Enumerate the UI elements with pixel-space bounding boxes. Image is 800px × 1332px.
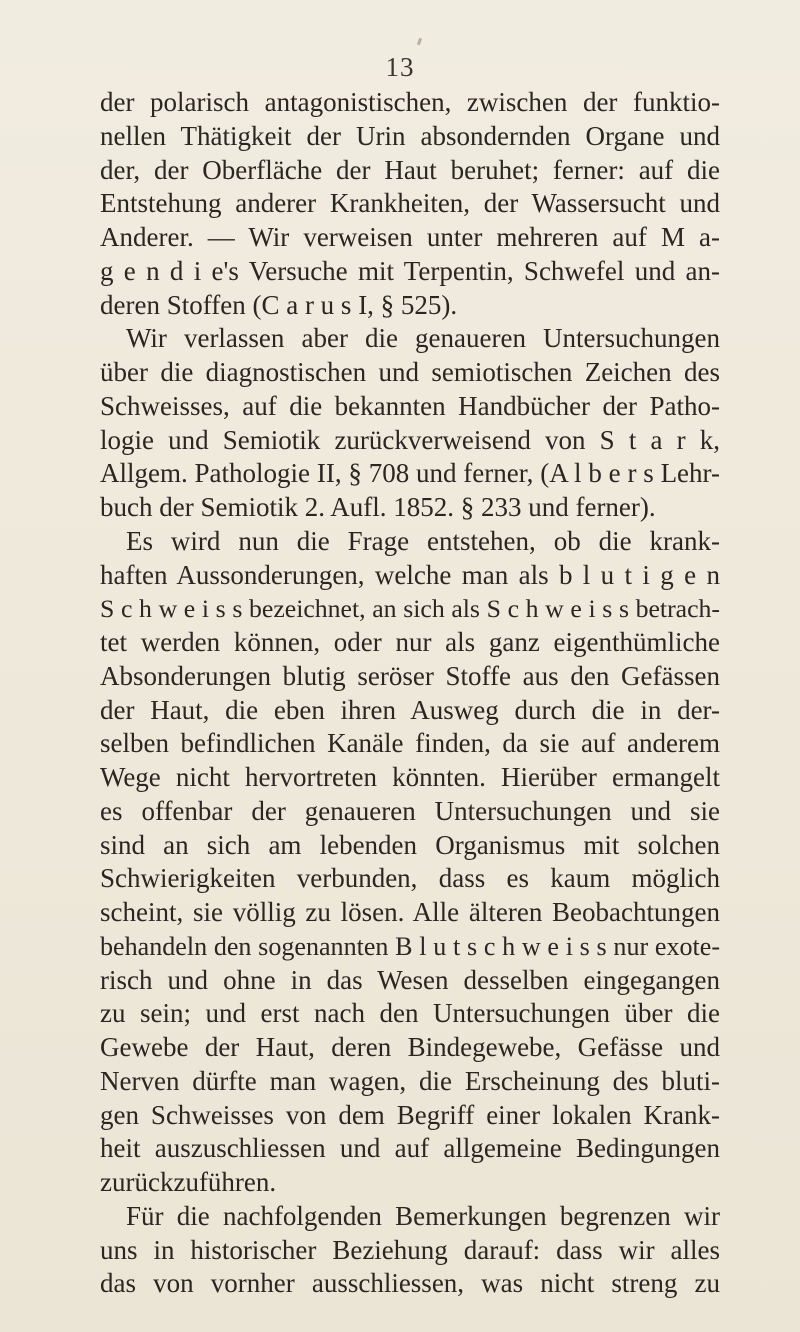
text-line: deren Stoffen (C a r u s I, § 525). (100, 289, 458, 320)
text-line: zurückzuführen. (100, 1167, 277, 1197)
text-line: Wir verlassen aber die genaueren Untersuchungen (126, 323, 720, 354)
text-line: logie und Semiotik zurückverweisend von S t a r k, (100, 424, 720, 455)
text-line: Entstehung anderer Krankheiten, der Wassersucht und (100, 188, 720, 219)
text-line: sind an sich am lebenden Organismus mit solchen (100, 829, 720, 860)
text-line: Gewebe der Haut, deren Bindegewebe, Gefässe und (100, 1032, 720, 1062)
text-line: tet werden können, oder nur als ganz eigenthümliche (100, 627, 720, 657)
text-line: Wege nicht hervortreten könnten. Hierüber ermangelt (100, 762, 720, 792)
text-line: Schwierigkeiten verbunden, dass es kaum möglich (100, 863, 720, 894)
text-line: der Haut, die eben ihren Ausweg durch die in der- (100, 694, 720, 725)
text-line: es offenbar der genaueren Untersuchungen und sie (100, 795, 720, 826)
text-line: Absonderungen blutig seröser Stoffe aus den Gefässen (100, 660, 720, 691)
text-line: Anderer. — Wir verweisen unter mehreren auf M a- (100, 222, 720, 252)
page-number: 13 (385, 52, 415, 82)
text-line: Nerven dürfte man wagen, die Erscheinung des bluti- (100, 1065, 720, 1096)
text-line: der, der Oberfläche der Haut beruhet; ferner: auf die (100, 154, 720, 185)
text-line: selben befindlichen Kanäle finden, da sie auf anderem (100, 728, 720, 759)
text-line: Schweisses, auf die bekannten Handbücher der Patho- (100, 390, 720, 421)
text-line: haften Aussonderungen, welche man als b l u t i g e n (100, 559, 720, 590)
text-line: risch und ohne in das Wesen desselben eingegangen (100, 964, 720, 995)
text-line: nellen Thätigkeit der Urin absondernden Organe und (100, 120, 720, 151)
text-line: buch der Semiotik 2. Aufl. 1852. § 233 und ferner). (100, 492, 656, 522)
text-line: gen Schweisses von dem Begriff einer lokalen Krank- (100, 1099, 720, 1130)
text-line: das von vornher ausschliessen, was nicht streng zu (100, 1268, 720, 1299)
body-text (100, 86, 720, 1301)
text-line: Allgem. Pathologie II, § 708 und ferner, (A l b e r s Lehr- (100, 458, 720, 489)
text-line: uns in historischer Beziehung darauf: dass wir alles (100, 1234, 720, 1265)
text-line: heit auszuschliessen und auf allgemeine Bedingungen (100, 1133, 720, 1164)
text-line: über die diagnostischen und semiotischen Zeichen des (100, 357, 720, 387)
text-line: scheint, sie völlig zu lösen. Alle älteren Beobachtungen (100, 897, 720, 927)
text-line: Für die nachfolgenden Bemerkungen begrenzen wir (126, 1200, 720, 1231)
text-line: behandeln den sogenannten B l u t s c h w e i s s nur exote- (100, 931, 720, 961)
ink-speck (417, 38, 422, 46)
text-line: zu sein; und erst nach den Untersuchungen über die (100, 998, 720, 1029)
text-line: Es wird nun die Frage entstehen, ob die krank- (126, 525, 720, 556)
text-line: der polarisch antagonistischen, zwischen der funktio- (100, 87, 720, 117)
text-line: S c h w e i s s bezeichnet, an sich als S c h w e i s s betrach- (100, 594, 720, 624)
text-line: g e n d i e's Versuche mit Terpentin, Schwefel und an- (100, 255, 720, 286)
